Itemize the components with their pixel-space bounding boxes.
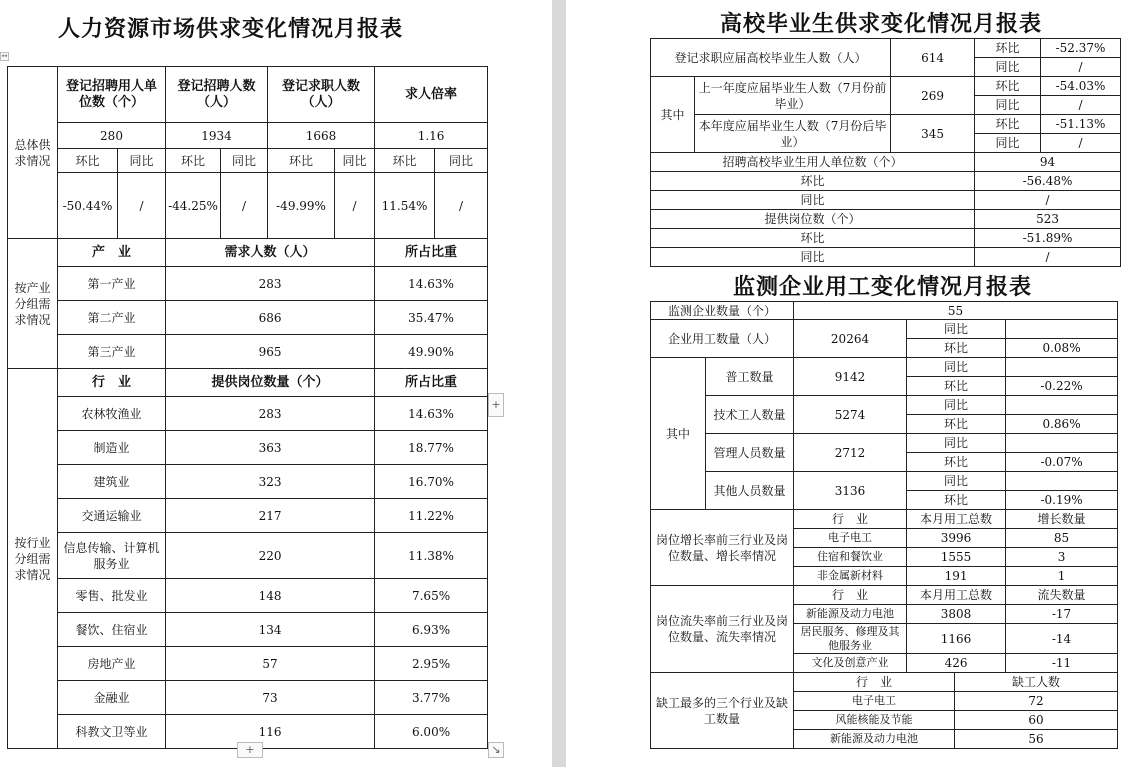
change-value: -51.13%: [1041, 115, 1121, 134]
table-row: [8, 613, 488, 647]
sector-name: 房地产业: [58, 647, 166, 681]
row-label: 环比: [651, 172, 975, 191]
row-label: 招聘高校毕业生用人单位数（个）: [651, 153, 975, 172]
industry-share: 49.90%: [375, 335, 488, 369]
table-row: [8, 335, 488, 369]
sector-share: 18.77%: [375, 431, 488, 465]
change-value: /: [1041, 134, 1121, 153]
table-row: [8, 647, 488, 681]
table-row: [8, 579, 488, 613]
industry-total: 426: [907, 654, 1006, 673]
column-header: 求人倍率: [375, 67, 488, 123]
metric-value: 345: [891, 115, 975, 153]
sub-header: 环比: [375, 149, 435, 173]
sub-header: 环比: [166, 149, 221, 173]
row-label: 管理人员数量: [706, 434, 794, 472]
industry-total: 191: [907, 567, 1006, 586]
metric-value: 280: [58, 123, 166, 149]
table-row: [651, 358, 1118, 377]
sub-header: 同比: [975, 134, 1041, 153]
column-header: 行 业: [58, 369, 166, 397]
add-row-button[interactable]: +: [237, 742, 263, 758]
metric-value: 55: [794, 302, 1118, 320]
table-row: [651, 115, 1121, 134]
sub-header: 环比: [907, 415, 1006, 434]
industry-name: 文化及创意产业: [794, 654, 907, 673]
table-row: [8, 499, 488, 533]
sub-header: 环比: [907, 377, 1006, 396]
change-value: -0.07%: [1006, 453, 1118, 472]
sector-share: 16.70%: [375, 465, 488, 499]
table-row: [8, 173, 488, 239]
sector-share: 11.22%: [375, 499, 488, 533]
sub-header: 环比: [907, 491, 1006, 510]
sub-header: 环比: [268, 149, 335, 173]
metric-value: 614: [891, 39, 975, 77]
row-label: 普工数量: [706, 358, 794, 396]
industry-total: 3808: [907, 605, 1006, 624]
industry-total: 1166: [907, 624, 1006, 654]
sub-header: 环比: [907, 453, 1006, 472]
change-value: 0.08%: [1006, 339, 1118, 358]
labor-market-table: [7, 66, 488, 749]
industry-total: 3996: [907, 529, 1006, 548]
metric-value: 20264: [794, 320, 907, 358]
table-row: [651, 434, 1118, 453]
sector-count: 116: [166, 715, 375, 749]
column-header: 本月用工总数: [907, 586, 1006, 605]
change-value: [1006, 320, 1118, 339]
section-label: 按行业分组需求情况: [8, 369, 58, 749]
table-row: [651, 229, 1121, 248]
metric-value: /: [975, 248, 1121, 267]
table-row: [651, 153, 1121, 172]
table-row: [8, 369, 488, 397]
column-header: 登记招聘用人单位数（个）: [58, 67, 166, 123]
sector-share: 6.00%: [375, 715, 488, 749]
industry-total: 1555: [907, 548, 1006, 567]
sub-header: 同比: [975, 96, 1041, 115]
industry-name: 非金属新材料: [794, 567, 907, 586]
table-row: [651, 39, 1121, 58]
column-header: 提供岗位数量（个）: [166, 369, 375, 397]
sector-count: 148: [166, 579, 375, 613]
sub-header: 同比: [907, 396, 1006, 415]
table-row: [651, 210, 1121, 229]
table-row: [651, 673, 1118, 692]
industry-name: 住宿和餐饮业: [794, 548, 907, 567]
sector-count: 220: [166, 533, 375, 579]
sub-header: 环比: [975, 115, 1041, 134]
industry-count: 686: [166, 301, 375, 335]
industry-name: 第一产业: [58, 267, 166, 301]
sub-header: 同比: [118, 149, 166, 173]
sector-share: 3.77%: [375, 681, 488, 715]
table-row: [651, 248, 1121, 267]
table-row: [651, 191, 1121, 210]
row-label: 技术工人数量: [706, 396, 794, 434]
right-page: [566, 0, 1121, 767]
sector-share: 6.93%: [375, 613, 488, 647]
sector-name: 农林牧渔业: [58, 397, 166, 431]
column-header: 本月用工总数: [907, 510, 1006, 529]
add-column-button[interactable]: +: [488, 393, 504, 417]
graduate-title: 高校毕业生供求变化情况月报表: [720, 11, 1043, 37]
metric-value: 2712: [794, 434, 907, 472]
change-value: [1006, 434, 1118, 453]
change-value: -0.19%: [1006, 491, 1118, 510]
enterprise-monitor-table: [650, 301, 1118, 749]
column-header: 行 业: [794, 673, 955, 692]
industry-name: 居民服务、修理及其他服务业: [794, 624, 907, 654]
sector-count: 73: [166, 681, 375, 715]
industry-delta: 3: [1006, 548, 1118, 567]
industry-delta: -11: [1006, 654, 1118, 673]
metric-value: 3136: [794, 472, 907, 510]
row-label: 其他人员数量: [706, 472, 794, 510]
table-row: [651, 396, 1118, 415]
sub-header: 环比: [975, 39, 1041, 58]
table-row: [8, 533, 488, 579]
section-label: 岗位流失率前三行业及岗位数量、流失率情况: [651, 586, 794, 673]
left-page: [0, 0, 552, 767]
industry-name: 新能源及动力电池: [794, 730, 955, 749]
sector-share: 7.65%: [375, 579, 488, 613]
column-header: 所占比重: [375, 239, 488, 267]
row-label: 本年度应届毕业生人数（7月份后毕业）: [695, 115, 891, 153]
change-value: -49.99%: [268, 173, 335, 239]
column-header: 增长数量: [1006, 510, 1118, 529]
metric-value: 1.16: [375, 123, 488, 149]
industry-name: 第三产业: [58, 335, 166, 369]
section-label: 其中: [651, 77, 695, 153]
sub-header: 同比: [435, 149, 488, 173]
sector-share: 14.63%: [375, 397, 488, 431]
sector-share: 2.95%: [375, 647, 488, 681]
section-label: 其中: [651, 358, 706, 510]
metric-value: 94: [975, 153, 1121, 172]
metric-value: /: [975, 191, 1121, 210]
sector-name: 零售、批发业: [58, 579, 166, 613]
industry-delta: 1: [1006, 567, 1118, 586]
sub-header: 环比: [975, 77, 1041, 96]
industry-share: 35.47%: [375, 301, 488, 335]
table-row: [651, 172, 1121, 191]
change-value: -54.03%: [1041, 77, 1121, 96]
table-row: [8, 239, 488, 267]
sector-count: 217: [166, 499, 375, 533]
left-title: 人力资源市场供求变化情况月报表: [58, 16, 404, 42]
metric-value: -51.89%: [975, 229, 1121, 248]
change-value: 11.54%: [375, 173, 435, 239]
row-label: 上一年度应届毕业生人数（7月份前毕业）: [695, 77, 891, 115]
shortage-count: 60: [955, 711, 1118, 730]
section-label: 总体供求情况: [8, 67, 58, 239]
sub-header: 同比: [221, 149, 268, 173]
section-label: 按产业分组需求情况: [8, 239, 58, 369]
industry-delta: 85: [1006, 529, 1118, 548]
change-value: /: [118, 173, 166, 239]
sub-header: 同比: [907, 358, 1006, 377]
change-value: /: [221, 173, 268, 239]
row-label: 同比: [651, 191, 975, 210]
metric-value: 523: [975, 210, 1121, 229]
table-row: [651, 472, 1118, 491]
change-value: -0.22%: [1006, 377, 1118, 396]
sector-name: 科教文卫等业: [58, 715, 166, 749]
table-row: [651, 586, 1118, 605]
column-header: 所占比重: [375, 369, 488, 397]
sub-header: 同比: [335, 149, 375, 173]
graduate-table: [650, 38, 1121, 267]
row-label: 企业用工数量（人）: [651, 320, 794, 358]
change-value: [1006, 358, 1118, 377]
change-value: /: [1041, 58, 1121, 77]
metric-value: 9142: [794, 358, 907, 396]
sub-header: 同比: [907, 320, 1006, 339]
sector-count: 363: [166, 431, 375, 465]
table-row: [651, 77, 1121, 96]
sub-header: 环比: [907, 339, 1006, 358]
column-header: 产 业: [58, 239, 166, 267]
resize-handle-icon[interactable]: ↘: [488, 742, 504, 758]
industry-count: 965: [166, 335, 375, 369]
change-value: /: [335, 173, 375, 239]
table-row: [8, 149, 488, 173]
change-value: -44.25%: [166, 173, 221, 239]
column-header: 流失数量: [1006, 586, 1118, 605]
row-label: 环比: [651, 229, 975, 248]
sub-header: 同比: [975, 58, 1041, 77]
metric-value: 1668: [268, 123, 375, 149]
metric-value: 1934: [166, 123, 268, 149]
table-row: [8, 301, 488, 335]
sector-name: 信息传输、计算机服务业: [58, 533, 166, 579]
table-row: [8, 397, 488, 431]
industry-name: 电子电工: [794, 529, 907, 548]
change-value: /: [1041, 96, 1121, 115]
table-row: [8, 67, 488, 123]
row-label: 同比: [651, 248, 975, 267]
column-header: 登记招聘人数（人）: [166, 67, 268, 123]
column-header: 缺工人数: [955, 673, 1118, 692]
table-row: [8, 267, 488, 301]
section-label: 岗位增长率前三行业及岗位数量、增长率情况: [651, 510, 794, 586]
industry-delta: -14: [1006, 624, 1118, 654]
industry-name: 电子电工: [794, 692, 955, 711]
table-row: [8, 465, 488, 499]
metric-value: 5274: [794, 396, 907, 434]
page-gutter: [552, 0, 566, 767]
sector-name: 制造业: [58, 431, 166, 465]
industry-name: 风能核能及节能: [794, 711, 955, 730]
column-header: 需求人数（人）: [166, 239, 375, 267]
table-row: [651, 510, 1118, 529]
industry-name: 第二产业: [58, 301, 166, 335]
sector-count: 134: [166, 613, 375, 647]
change-value: 0.86%: [1006, 415, 1118, 434]
sub-header: 同比: [907, 472, 1006, 491]
metric-value: 269: [891, 77, 975, 115]
row-label: 监测企业数量（个）: [651, 302, 794, 320]
industry-share: 14.63%: [375, 267, 488, 301]
sector-count: 323: [166, 465, 375, 499]
change-value: /: [435, 173, 488, 239]
shortage-count: 56: [955, 730, 1118, 749]
section-label: 缺工最多的三个行业及缺工数量: [651, 673, 794, 749]
change-value: [1006, 396, 1118, 415]
industry-name: 新能源及动力电池: [794, 605, 907, 624]
change-value: -50.44%: [58, 173, 118, 239]
sub-header: 同比: [907, 434, 1006, 453]
sector-name: 交通运输业: [58, 499, 166, 533]
table-row: [651, 320, 1118, 339]
sector-name: 建筑业: [58, 465, 166, 499]
table-row: [8, 123, 488, 149]
sector-name: 金融业: [58, 681, 166, 715]
change-value: -52.37%: [1041, 39, 1121, 58]
table-row: [8, 681, 488, 715]
sector-count: 57: [166, 647, 375, 681]
change-value: [1006, 472, 1118, 491]
move-handle-icon[interactable]: ↔: [1, 52, 8, 60]
industry-count: 283: [166, 267, 375, 301]
column-header: 登记求职人数（人）: [268, 67, 375, 123]
column-header: 行 业: [794, 510, 907, 529]
sector-count: 283: [166, 397, 375, 431]
row-label: 登记求职应届高校毕业生人数（人）: [651, 39, 891, 77]
row-label: 提供岗位数（个）: [651, 210, 975, 229]
table-row: [8, 431, 488, 465]
sector-name: 餐饮、住宿业: [58, 613, 166, 647]
metric-value: -56.48%: [975, 172, 1121, 191]
monitor-title: 监测企业用工变化情况月报表: [733, 274, 1033, 300]
shortage-count: 72: [955, 692, 1118, 711]
sector-share: 11.38%: [375, 533, 488, 579]
column-header: 行 业: [794, 586, 907, 605]
sub-header: 环比: [58, 149, 118, 173]
table-row: [651, 302, 1118, 320]
industry-delta: -17: [1006, 605, 1118, 624]
